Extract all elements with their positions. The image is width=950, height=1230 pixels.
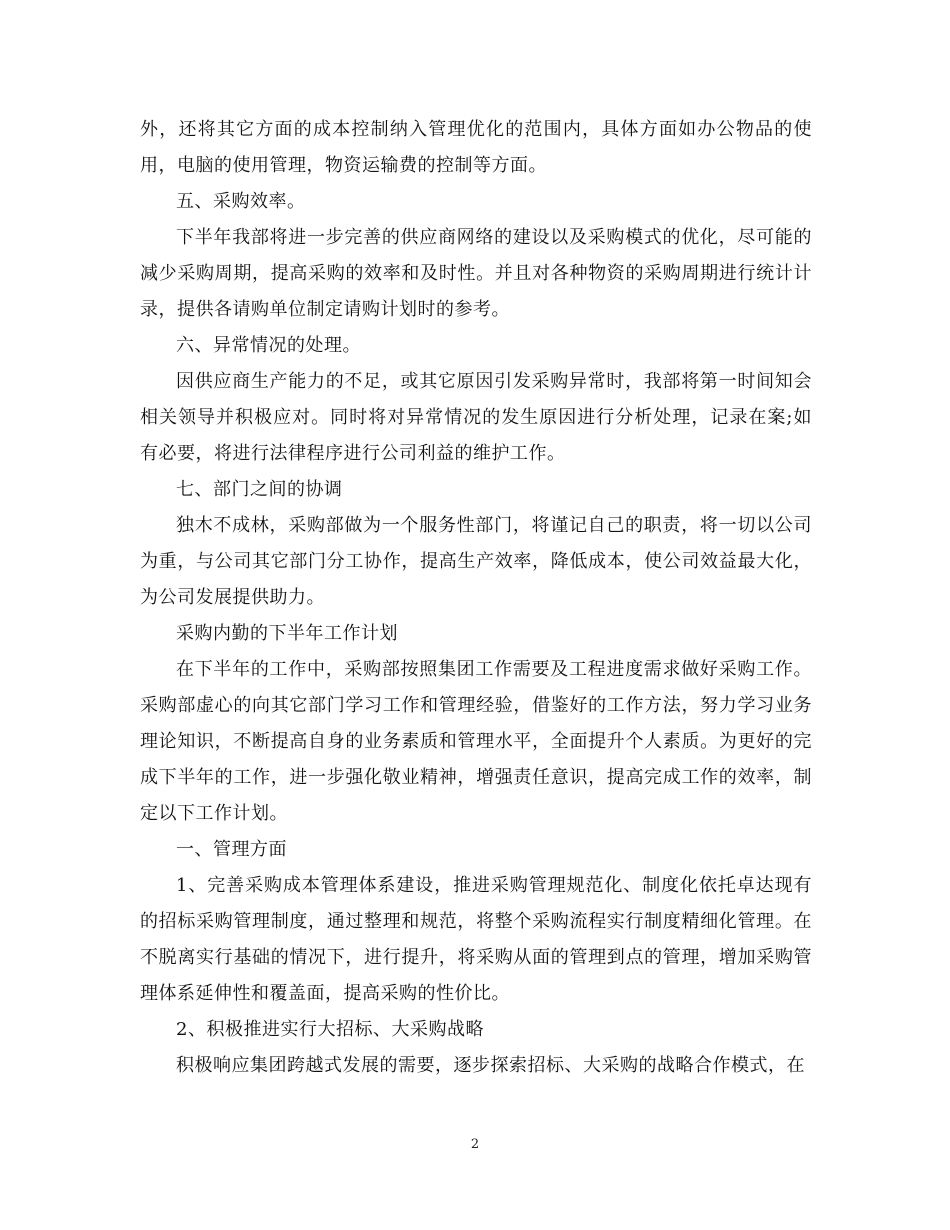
- paragraph: 在下半年的工作中，采购部按照集团工作需要及工程进度需求做好采购工作。采购部虚心的向其它部门学习工作和管理经验，借鉴好的工作方法，努力学习业务理论知识，不断提高自身的业务素质和管理水平，全面提升个人素质。为更好的完成下半年的工作，进一步强化敬业精神，增强责任意识，提高完成工作的效率，制定以下工作计划。: [140, 659, 812, 824]
- page-number: 2: [470, 1137, 480, 1152]
- section-heading: 一、管理方面: [176, 839, 287, 860]
- section-title: 采购内勤的下半年工作计划: [176, 623, 398, 644]
- paragraph: 1、完善采购成本管理体系建设，推进采购管理规范化、制度化依托卓达现有的招标采购管理制度，通过整理和规范，将整个采购流程实行制度精细化管理。在不脱离实行基础的情况下，进行提升，将采购从面的管理到点的管理，增加采购管理体系延伸性和覆盖面，提高采购的性价比。: [140, 875, 812, 1004]
- paragraph: 独木不成林，采购部做为一个服务性部门，将谨记自己的职责，将一切以公司为重，与公司其它部门分工协作，提高生产效率，降低成本，使公司效益最大化，为公司发展提供助力。: [140, 515, 812, 608]
- paragraph: 积极响应集团跨越式发展的需要，逐步探索招标、大采购的战略合作模式，在: [176, 1055, 805, 1076]
- section-heading: 七、部门之间的协调: [176, 479, 343, 500]
- paragraph: 下半年我部将进一步完善的供应商网络的建设以及采购模式的优化，尽可能的减少采购周期，提高采购的效率和及时性。并且对各种物资的采购周期进行统计计录，提供各请购单位制定请购计划时的参考。: [140, 227, 812, 320]
- paragraph: 因供应商生产能力的不足，或其它原因引发采购异常时，我部将第一时间知会相关领导并积极应对。同时将对异常情况的发生原因进行分析处理，记录在案;如有必要，将进行法律程序进行公司利益的维护工作。: [140, 371, 812, 464]
- subsection-heading: 2、积极推进实行大招标、大采购战略: [176, 1019, 484, 1040]
- section-heading: 五、采购效率。: [176, 191, 306, 212]
- paragraph: 外，还将其它方面的成本控制纳入管理优化的范围内，具体方面如办公物品的使用，电脑的使用管理，物资运输费的控制等方面。: [140, 119, 812, 176]
- document-body: [140, 112, 812, 1084]
- section-heading: 六、异常情况的处理。: [176, 335, 361, 356]
